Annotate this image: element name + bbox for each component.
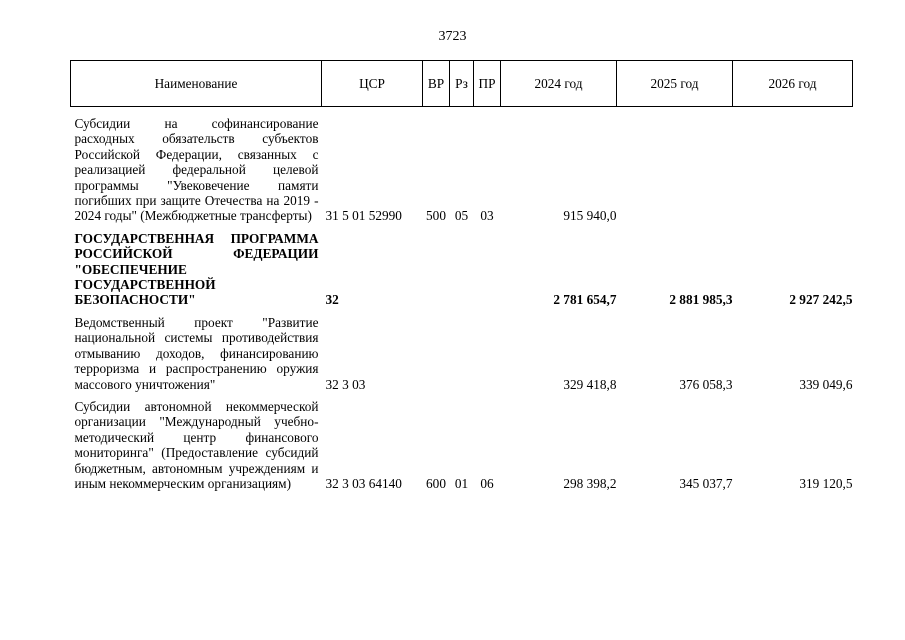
row-value-2026: 2 927 242,5 [789,292,853,308]
budget-table [70,60,853,498]
row-csr: 32 3 03 64140 [325,475,402,491]
row-vr: 600 [426,475,446,491]
header-rz: Рз [450,61,474,107]
table-header-row [71,61,853,107]
table-row [71,399,853,498]
row-csr: 31 5 01 52990 [325,208,402,224]
header-pr: ПР [474,61,501,107]
row-vr [423,231,450,315]
row-value-2025: 2 881 985,3 [669,292,733,308]
row-pr [474,231,501,315]
row-csr: 32 3 03 [325,376,366,392]
row-value-2024: 298 398,2 [563,475,617,491]
row-name: Субсидии на софинансирование расходных обязательств субъектов Российской Федерации, связанных с реализацией федеральной целевой программы "Увековечение памяти погибших при защите Отечества на 2019 - 2024 годы" (Межбюджетные трансферты) [74,116,319,224]
header-year-2024: 2024 год [501,61,617,107]
header-csr: ЦСР [322,61,423,107]
row-value-2024: 329 418,8 [563,376,617,392]
header-name: Наименование [71,61,322,107]
row-value-2026 [733,107,853,231]
page-number: 3723 [438,29,467,44]
row-rz: 01 [454,475,469,491]
row-rz: 05 [454,208,469,224]
row-value-2026: 319 120,5 [799,475,853,491]
row-csr: 32 [325,292,339,308]
row-value-2025: 345 037,7 [679,475,733,491]
table-row [71,315,853,399]
row-value-2026: 339 049,6 [799,376,853,392]
row-value-2024: 2 781 654,7 [553,292,617,308]
table-row [71,231,853,315]
row-value-2024: 915 940,0 [563,208,617,224]
row-name: Ведомственный проект "Развитие национальной системы противодействия отмыванию доходов, финансированию терроризма и распространению оружия массового уничтожения" [74,314,319,392]
row-vr: 500 [426,208,446,224]
row-name: Субсидии автономной некоммерческой организации "Международный учебно-методический центр финансового мониторинга" (Предоставление субсидий бюджетным, автономным учреждениям и иным некоммерческим организациям) [74,398,319,491]
row-pr [474,315,501,399]
header-vr: ВР [423,61,450,107]
table-row [71,107,853,231]
header-year-2025: 2025 год [617,61,733,107]
row-rz [450,231,474,315]
row-rz [450,315,474,399]
row-pr: 06 [480,475,494,491]
header-year-2026: 2026 год [733,61,853,107]
row-pr: 03 [480,208,494,224]
row-value-2025 [617,107,733,231]
row-vr [423,315,450,399]
row-name: ГОСУДАРСТВЕННАЯ ПРОГРАММА РОССИЙСКОЙ ФЕДЕРАЦИИ "ОБЕСПЕЧЕНИЕ ГОСУДАРСТВЕННОЙ БЕЗОПАСНОСТИ" [74,230,319,308]
row-value-2025: 376 058,3 [679,376,733,392]
